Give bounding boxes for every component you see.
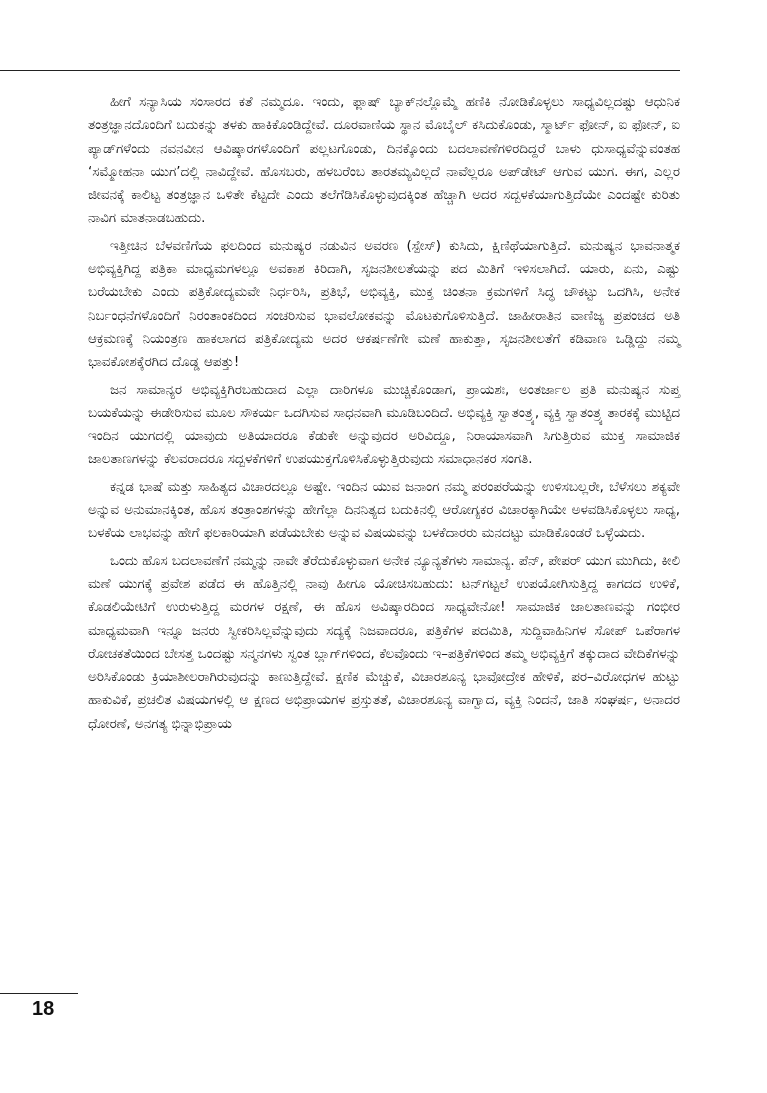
paragraph: ಹೀಗೆ ಸನ್ಯಾಸಿಯ ಸಂಸಾರದ ಕತೆ ನಮ್ಮದೂ. ಇಂದು, ಫ್ಲಾಷ್ ಬ್ಯಾಕ್‌ನಲ್ಲೊಮ್ಮೆ ಹಣಿಕಿ ನೋಡಿಕೊಳ್ಳಲು ಸಾಧ್ಯವಿಲ್ಲದಷ್ಟು ಆಧುನಿಕ ತಂತ್ರಜ್ಞಾನದೊಂದಿಗೆ ಬದುಕನ್ನು ತಳಕು ಹಾಕಿಕೊಂಡಿದ್ದೇವೆ. ದೂರವಾಣಿಯ ಸ್ಥಾನ ಮೊಬೈಲ್ ಕಸಿದುಕೊಂಡು, ಸ್ಮಾರ್ಟ್ ಫೋನ್, ಐ ಫೋನ್, ಐ ಪ್ಯಾಡ್‌ಗಳೆಂದು ನವನವೀನ ಆವಿಷ್ಕಾರಗಳೊಂದಿಗೆ ಪಲ್ಲಟಗೊಂಡು, ದಿನಕ್ಕೊಂದು ಬದಲಾವಣೆಗಳಿರದಿದ್ದರೆ ಬಾಳು ಧುಸಾಧ್ಯವೆನ್ನುವಂತಹ ‘ಸಮ್ಮೋಹನಾ ಯುಗ’ದಲ್ಲಿ ನಾವಿದ್ದೇವೆ. ಹೊಸಬರು, ಹಳಬರೆಂಬ ತಾರತಮ್ಯವಿಲ್ಲದೆ ನಾವೆಲ್ಲರೂ ಅಪ್‌ಡೇಟ್ ಆಗುವ ಯುಗ. ಈಗ, ಎಲ್ಲರ ಜೀವನಕ್ಕೆ ಕಾಲಿಟ್ಟ ತಂತ್ರಜ್ಞಾನ ಒಳಿತೇ ಕೆಟ್ಟದೇ ಎಂದು ತಲೆಗೆಡಿಸಿಕೊಳ್ಳುವುದಕ್ಕಿಂತ ಹೆಚ್ಚಾಗಿ ಅದರ ಸದ್ಬಳಕೆಯಾಗುತ್ತಿದೆಯೇ ಎಂದಷ್ಟೇ ಕುರಿತು ನಾವಿಗ ಮಾತನಾಡಬಹುದು.: [88, 95, 680, 227]
top-divider: [0, 70, 680, 71]
page-number: 18: [32, 998, 55, 1020]
paragraph: ಕನ್ನಡ ಭಾಷೆ ಮತ್ತು ಸಾಹಿತ್ಯದ ವಿಚಾರದಲ್ಲೂ ಅಷ್ಟೇ. ಇಂದಿನ ಯುವ ಜನಾಂಗ ನಮ್ಮ ಪರಂಪರೆಯನ್ನು ಉಳಿಸಬಲ್ಲರೇ, ಬೆಳೆಸಲು ಶಕ್ಯವೇ ಅನ್ನುವ ಅನುಮಾನಕ್ಕಿಂತ, ಹೊಸ ತಂತ್ರಾಂಶಗಳನ್ನು ಹೇಗೆಲ್ಲಾ ದಿನನಿತ್ಯದ ಬದುಕಿನಲ್ಲಿ ಆರೋಗ್ಯಕರ ವಿಚಾರಕ್ಕಾಗಿಯೇ ಅಳವಡಿಸಿಕೊಳ್ಳಲು ಸಾಧ್ಯ, ಬಳಕೆಯ ಲಾಭವನ್ನು ಹೇಗೆ ಫಲಕಾರಿಯಾಗಿ ಪಡೆಯಬೇಕು ಅನ್ನುವ ವಿಷಯವನ್ನು ಬಳಕೆದಾರರು ಮನದಟ್ಟು ಮಾಡಿಕೊಂಡರೆ ಒಳ್ಳೆಯದು.: [88, 479, 680, 542]
paragraph: ಒಂದು ಹೊಸ ಬದಲಾವಣೆಗೆ ನಮ್ಮನ್ನು ನಾವೇ ತೆರೆದುಕೊಳ್ಳುವಾಗ ಅನೇಕ ನ್ಯೂನ್ಯತೆಗಳು ಸಾಮಾನ್ಯ. ಪೆನ್, ಪೇಪರ್ ಯುಗ ಮುಗಿದು, ಕೀಲಿ ಮಣೆ ಯುಗಕ್ಕೆ ಪ್ರವೇಶ ಪಡೆದ ಈ ಹೊತ್ತಿನಲ್ಲಿ ನಾವು ಹೀಗೂ ಯೋಚಿಸಬಹುದು: ಟನ್‌ಗಟ್ಟಲೆ ಉಪಯೋಗಿಸುತ್ತಿದ್ದ ಕಾಗದದ ಉಳಿಕೆ, ಕೊಡಲಿಯೇಟಿಗೆ ಉರುಳುತ್ತಿದ್ದ ಮರಗಳ ರಕ್ಷಣೆ, ಈ ಹೊಸ ಅವಿಷ್ಕಾರದಿಂದ ಸಾಧ್ಯವೇನೋ! ಸಾಮಾಜಿಕ ಜಾಲತಾಣವನ್ನು ಗಂಭೀರ ಮಾಧ್ಯಮವಾಗಿ ಇನ್ನೂ ಜನರು ಸ್ವೀಕರಿಸಿಲ್ಲವೆನ್ನುವುದು ಸದ್ಯಕ್ಕೆ ನಿಜವಾದರೂ, ಪತ್ರಿಕೆಗಳ ಪದಮಿತಿ, ಸುದ್ದಿವಾಹಿನಿಗಳ ಸೋಪ್ ಒಪೆರಾಗಳ ರೋಚಕತೆಯಿಂದ ಬೇಸತ್ತ ಒಂದಷ್ಟು ಸನ್ಮನಗಳು ಸ್ವಂತ ಬ್ಲಾಗ್‌ಗಳಿಂದ, ಕೆಲವೊಂದು ಇ–ಪತ್ರಿಕೆಗಳಿಂದ ತಮ್ಮ ಅಭಿವ್ಯಕ್ತಿಗೆ ತಕ್ಕುದಾದ ವೇದಿಕೆಗಳನ್ನು ಅರಿಸಿಕೊಂಡು ಕ್ರಿಯಾಶೀಲರಾಗಿರುವುದನ್ನು ಕಾಣುತ್ತಿದ್ದೇವೆ. ಕ್ಷಣಿಕ ಮೆಚ್ಚುಕೆ, ವಿಚಾರಶೂನ್ಯ ಭಾವೋದ್ರೇಕ ಹೇಳಿಕೆ, ಪರ–ವಿರೋಧಗಳ ಹುಟ್ಟು ಹಾಕುವಿಕೆ, ಪ್ರಚಲಿತ ವಿಷಯಗಳಲ್ಲಿ ಆ ಕ್ಷಣದ ಅಭಿಪ್ರಾಯಗಳ ಪ್ರಸ್ತುತತೆ, ವಿಚಾರಶೂನ್ಯ ವಾಗ್ವಾದ, ವ್ಯಕ್ತಿ ನಿಂದನೆ, ಜಾತಿ ಸಂಘರ್ಷ, ಅನಾದರ ಧೋರಣೆ, ಅನಗತ್ಯ ಭಿನ್ನಾಭಿಪ್ರಾಯ: [88, 553, 680, 732]
paragraph: ಇತ್ತೀಚಿನ ಬೆಳವಣಿಗೆಯ ಫಲದಿಂದ ಮನುಷ್ಯರ ನಡುವಿನ ಅವರಣ (ಸ್ಪೇಸ್) ಕುಸಿದು, ಕ್ಷಿಣಿಥೆಯಾಗುತ್ತಿದೆ. ಮನುಷ್ಯನ ಭಾವನಾತ್ಮಕ ಅಭಿವ್ಯಕ್ತಿಗಿದ್ದ ಪತ್ರಿಕಾ ಮಾಧ್ಯಮಗಳಲ್ಲೂ ಅವಕಾಶ ಕಿರಿದಾಗಿ, ಸೃಜನಶೀಲತೆಯನ್ನು ಪದ ಮಿತಿಗೆ ಇಳಿಸಲಾಗಿದೆ. ಯಾರು, ಏನು, ಎಷ್ಟು ಬರೆಯಬೇಕು ಎಂದು ಪತ್ರಿಕೋದ್ಯಮವೇ ನಿರ್ಧರಿಸಿ, ಪ್ರತಿಭೆ, ಅಭಿವ್ಯಕ್ತಿ, ಮುಕ್ತ ಚಿಂತನಾ ಕ್ರಮಗಳಿಗೆ ಸಿದ್ಧ ಚೌಕಟ್ಟು ಒದಗಿಸಿ, ಅನೇಕ ನಿರ್ಬಂಧನೆಗಳೊಂದಿಗೆ ನಿರಂತಾಂಕದಿಂದ ಸಂಚರಿಸುವ ಭಾವಲೋಕವನ್ನು ಮೊಟಕುಗೊಳಿಸುತ್ತಿದೆ. ಜಾಹೀರಾತಿನ ವಾಣಿಜ್ಯ ಪ್ರಪಂಚದ ಅತಿ ಆಕ್ರಮಣಕ್ಕೆ ನಿಯಂತ್ರಣ ಹಾಕಲಾಗದ ಪತ್ರಿಕೋದ್ಯಮ ಅದರ ಆಕರ್ಷಣೆಗೇ ಮಣೆ ಹಾಕುತ್ತಾ, ಸೃಜನಶೀಲತೆಗೆ ಕಡಿವಾಣ ಒಡ್ಡಿದ್ದು ನಮ್ಮ ಭಾವಕೋಶಕ್ಕೆರಗಿದ ದೊಡ್ಡ ಆಪತ್ತು!: [88, 238, 680, 371]
paragraph: ಜನ ಸಾಮಾನ್ಯರ ಅಭಿವ್ಯಕ್ತಿಗಿರಬಹುದಾದ ಎಲ್ಲಾ ದಾರಿಗಳೂ ಮುಚ್ಚಿಕೊಂಡಾಗ, ಪ್ರಾಯಶಃ, ಅಂತರ್ಜಾಲ ಪ್ರತಿ ಮನುಷ್ಯನ ಸುಪ್ತ ಬಯಕೆಯನ್ನು ಈಡೇರಿಸುವ ಮೂಲ ಸೌಕರ್ಯ ಒದಗಿಸುವ ಸಾಧನವಾಗಿ ಮೂಡಿಬಂದಿದೆ. ಅಭಿವ್ಯಕ್ತಿ ಸ್ವಾತಂತ್ರ್ಯ, ವ್ಯಕ್ತಿ ಸ್ವಾತಂತ್ರ್ಯ ತಾರಕಕ್ಕೆ ಮುಟ್ಟಿದ ಇಂದಿನ ಯುಗದಲ್ಲಿ ಯಾವುದು ಅತಿಯಾದರೂ ಕೆಡುಕೇ ಅನ್ನುವುದರ ಅರಿವಿದ್ದೂ, ನಿರಾಯಾಸವಾಗಿ ಸಿಗುತ್ತಿರುವ ಮುಕ್ತ ಸಾಮಾಜಿಕ ಜಾಲತಾಣಗಳನ್ನು ಕೆಲವರಾದರೂ ಸದ್ಬಳಕೆಗಳಿಗೆ ಉಪಯುಕ್ತಗೊಳಿಸಿಕೊಳ್ಳುತ್ತಿರುವುದು ಸಮಾಧಾನಕರ ಸಂಗತಿ.: [88, 382, 680, 468]
footer-divider: [0, 993, 78, 994]
body-text: [88, 91, 680, 740]
